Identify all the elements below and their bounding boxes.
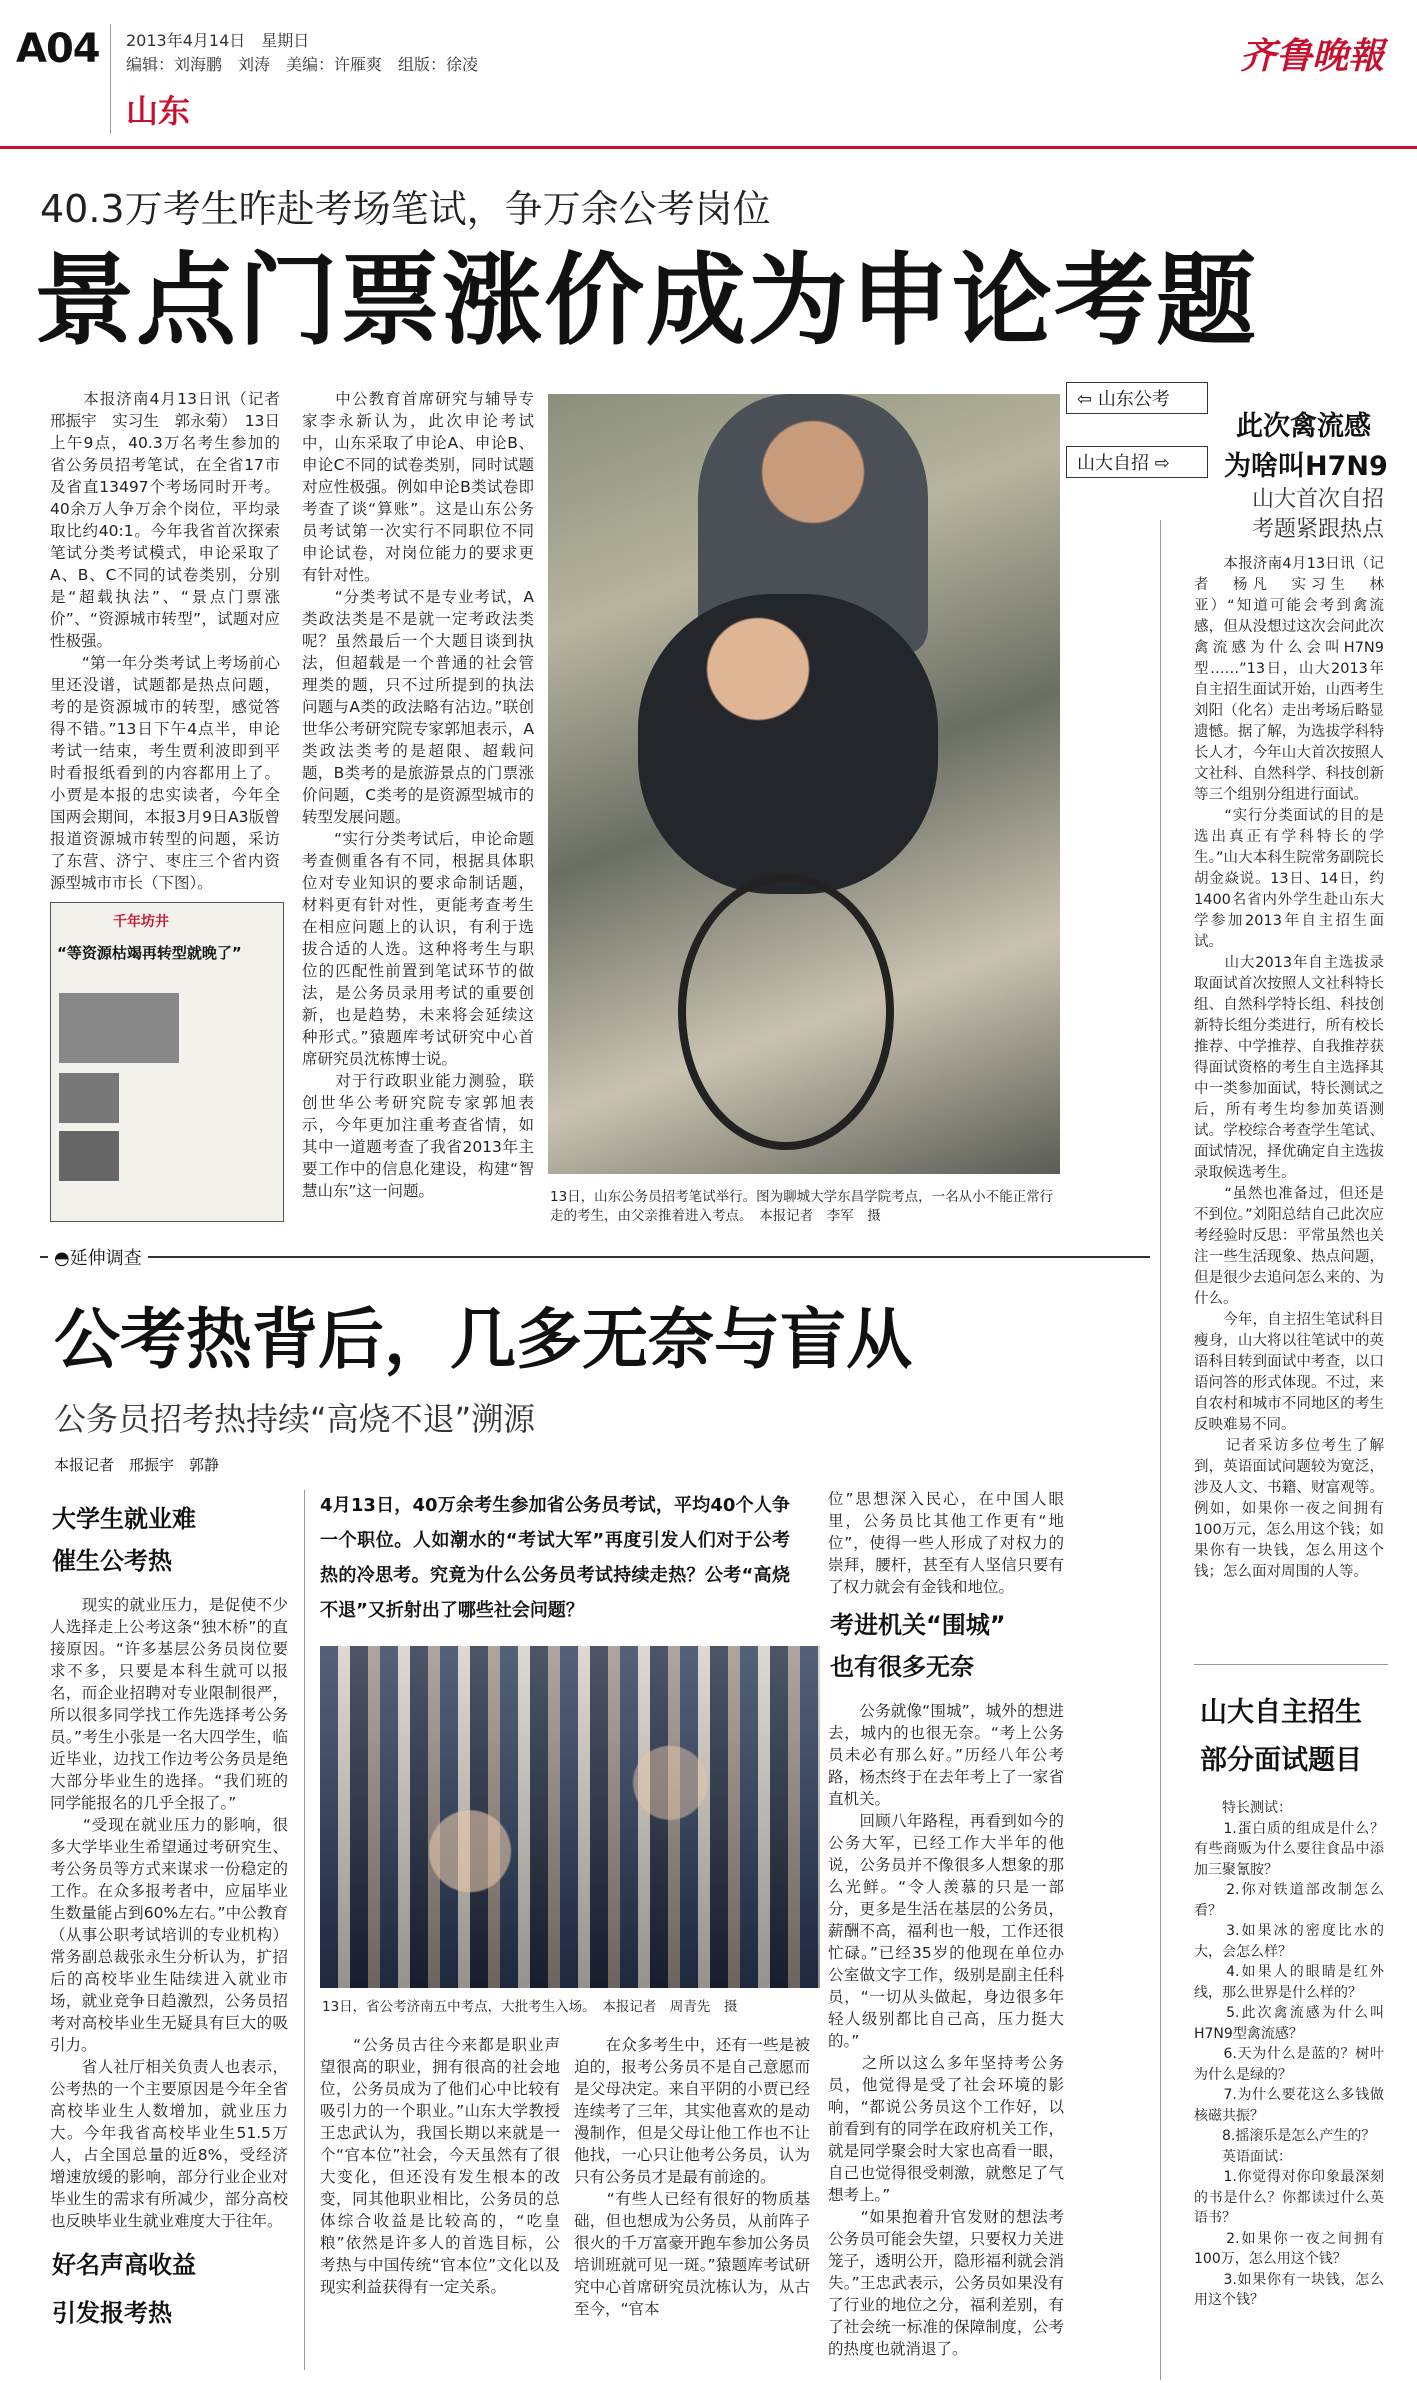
feature-column-4: 公务就像“围城”，城外的想进去，城内的也很无奈。“考上公务员未必有那么好。”历经八年公考路，杨杰终于在去年考上了一家省直机关。 回顾八年路程，再看到如今的公务大军，已经工作大半年的他说，公务员并不像很多人想象的那么光鲜。“令人羡慕的只是一部分，更多是生活在基层的公务员，薪酬不高，福利也一般，工作还很忙碌。”已经35岁的他现在单位办公室做文字工作，级别是副主任科员，“一切从头做起，身边很多年轻人级别都比自己高，压力挺大的。” 之所以这么多年坚持考公务员，他觉得是受了社会环境的影响，“都说公务员这个工作好，以前看到有的同学在政府机关工作，就是同学聚会时大家也高看一眼，自己也觉得很受刺激，就憋足了气想考上。” “如果抱着升官发财的想法考公务员可能会失望，只要权力关进笼子，透明公开，隐形福利就会消失。”王忠武表示，公务员如果没有了行业的地位之分，福利差别，有了社会统一标准的保障制度，公考的热度也就消退了。	[828, 1702, 1064, 2358]
feature-subhead-2a: 好名声高收益	[52, 2251, 196, 2279]
feature-photo	[320, 1646, 820, 1988]
feature-intro: 4月13日，40万余考生参加省公务员考试，平均40个人争一个职位。人如潮水的“考试大军”再度引发人们对于公考热的冷思考。究竟为什么公务员考试持续走热？公考“高烧不退”又折射出了哪些社会问题？	[320, 1495, 790, 1621]
feature-column-3: 在众多考生中，还有一些是被迫的，报考公务员不是自己意愿而是父母决定。来自平阴的小贾已经连续考了三年，其实他喜欢的是动漫制作，但是父母让他工作也不让他找，一心只让他考公务员，认为只有公务员才是最有前途的。 “有些人已经有很好的物质基础，但也想成为公务员，从前阵子很火的千万富豪开跑车参加公务员培训班就可见一斑。”猿题库考试研究中心首席研究员沈栋认为，从古至今，“官本	[574, 2036, 810, 2318]
side-subtitle-1: 山大首次自招	[1252, 487, 1385, 512]
feature-column-4-top: 位”思想深入民心，在中国人眼里，公务员比其他工作更有“地位”，使得一些人形成了对权力的崇拜，腰杆，甚至有人坚信只要有了权力就会有金钱和地位。	[828, 1490, 1064, 1596]
lead-column-2: 中公教育首席研究与辅导专家李永新认为，此次申论考试中，山东采取了申论A、申论B、申论C不同的试卷类别，同时试题对应性极强。例如申论B类试卷即考查了谈“算账”。这是山东公务员考试第一次实行不同职位不同申论试卷，对岗位能力的要求更有针对性。 “分类考试不是专业考试，A类政法类是不是就一定考政法类呢？虽然最后一个大题目谈到执法，但超载是一个普通的社会管理类的题，只不过所提到的执法问题与A类的政法略有沾边。”联创世华公考研究院专家郭旭表示，A类政法类考的是超限、超载问题，B类考的是旅游景点的门票涨价问题，C类考的是资源型城市的转型发展问题。 “实行分类考试后，申论命题考查侧重各有不同，根据具体职位对专业知识的要求命制话题，材料更有针对性，更能考查考生在相应问题上的认识，有利于选拔合适的人选。这种将考生与职位的匹配性前置到笔试环节的做法，是公务员录用考试的重要创新，也是趋势，未来将会延续这种形式。”猿题库考试研究中心首席研究员沈栋博士说。 对于行政职业能力测验，联创世华公考研究院专家郭旭表示，今年更加注重考查省情，如其中一道题考查了我省2013年主要工作中的信息化建设，构建“智慧山东”这一问题。	[302, 390, 534, 1200]
tag-shandong-gongkao[interactable]: ⇦ 山东公考	[1066, 382, 1208, 414]
clip-header: 千年坊井	[113, 914, 169, 930]
masthead-divider	[110, 24, 111, 134]
photo-figure-student	[638, 594, 938, 894]
circle-bullet-icon: ◓	[54, 1248, 70, 1269]
photo-wheelchair	[678, 874, 894, 1150]
feature-headline: 公考热背后，几多无奈与盲从	[54, 1301, 912, 1378]
feature-column-2: “公务员古往今来都是职业声望很高的职业，拥有很高的社会地位，公务员成为了他们心中比较有吸引力的一个职业。”山东大学教授王忠武认为，我国长期以来就是一个“官本位”社会，今天虽然有了很大变化，但还没有发生根本的改变，同其他职业相比，公务员的总体综合收益是比较高的，“吃皇粮”依然是许多人的首选目标，公考热与中国传统“官本位”文化以及现实利益获得有一定关系。	[320, 2036, 560, 2296]
masthead-date: 2013年4月14日 星期日	[126, 31, 310, 50]
lead-photo-caption: 13日，山东公务员招考笔试举行。图为聊城大学东昌学院考点，一名从小不能正常行走的考生，由父亲推着进入考点。 本报记者 李军 摄	[550, 1189, 1054, 1224]
lead-photo	[548, 394, 1060, 1174]
side-box-title-2: 部分面试题目	[1200, 1745, 1362, 1776]
feature-subhead-1b: 催生公考热	[52, 1547, 172, 1575]
arrow-left-icon: ⇦	[1077, 389, 1098, 410]
clip-photo	[59, 993, 179, 1063]
section-name: 山东	[126, 92, 191, 130]
side-box-title-1: 山大自主招生	[1200, 1697, 1362, 1728]
clip-photo	[59, 1131, 119, 1181]
feature-photo-caption: 13日，省公考济南五中考点，大批考生入场。 本报记者 周青先 摄	[322, 1999, 738, 2015]
lead-kicker: 40.3万考生昨赴考场笔试，争万余公考岗位	[40, 187, 771, 231]
page-number: A04	[16, 26, 100, 72]
paper-logo: 齐鲁晚報	[1240, 35, 1385, 77]
side-body: 本报济南4月13日讯（记者 杨凡 实习生 林亚）“知道可能会考到禽流感，但从没想过这次会问此次禽流感为什么会叫H7N9型……”13日，山大2013年自主招生面试开始，山西考生刘阳（化名）走出考场后略显遗憾。据了解，为选拔学科特长人才，今年山大首次按照人文社科、自然科学、科技创新等三个组别分组进行面试。 “实行分类面试的目的是选出真正有学科特长的学生。”山大本科生院常务副院长胡金焱说。13日、14日，约1400名省内外学生赴山东大学参加2013年自主招生面试。 山大2013年自主选拔录取面试首次按照人文社科特长组、自然科学特长组、科技创新特长组分类进行，所有校长推荐、中学推荐、自我推荐获得面试资格的考生自主选择其中一类参加面试，特长测试之后，所有考生均参加英语测试。学校综合考查学生笔试、面试情况，择优确定自主选拔录取候选考生。 “虽然也准备过，但还是不到位。”刘阳总结自己此次应考经验时反思：平常虽然也关注一些生活现象、热点问题，但是很少去追问怎么来的、为什么。 今年，自主招生笔试科目瘦身，山大将以往笔试中的英语科目转到面试中考查，以口语问答的形式体现。不过，来自农村和城市不同地区的考生反映难易不同。 记者采访多位考生了解到，英语面试问题较为宽泛，涉及人文、书籍、财富观等。例如，如果你一夜之间拥有100万元，怎么用这个钱；如果你有一块钱，怎么用这个钱；怎么面对周围的人等。	[1194, 556, 1384, 1580]
feature-divider	[304, 1490, 305, 2370]
clip-title: “等资源枯竭再转型就晚了”	[57, 944, 242, 962]
feature-byline: 本报记者 邢振宇 郭静	[54, 1456, 220, 1474]
feature-rule	[40, 1256, 1150, 1258]
side-divider	[1160, 520, 1161, 2380]
lead-column-1: 本报济南4月13日讯（记者 邢振宇 实习生 郭永菊） 13日上午9点，40.3万名考生参加的省公务员招考笔试，在全省17市及省直13497个考场同时开考。40余万人争万余个岗位，平均录取比约40:1。今年我省首次探索笔试分类考试模式，申论采取了A、B、C不同的试卷类别，分别是“超载执法”、“景点门票涨价”、“资源城市转型”，试题对应性极强。 “第一年分类考试上考场前心里还没谱，试题都是热点问题，考的是资源城市的转型，感觉答得不错。”13日下午4点半，申论考试一结束，考生贾利波即到平时看报纸看到的内容都用上了。小贾是本报的忠实读者，今年全国两会期间，本报3月9日A3版曾报道资源城市转型的问题，采访了东营、济宁、枣庄三个省内资源型城市市长（下图）。	[50, 390, 280, 892]
tag-shanda-zizhao[interactable]: 山大自招 ⇨	[1066, 446, 1208, 478]
side-box-rule	[1194, 1664, 1388, 1665]
feature-subhead-1a: 大学生就业难	[52, 1505, 196, 1533]
clip-photo	[59, 1073, 119, 1123]
clip-thumbnail	[50, 902, 284, 1222]
masthead-editors: 编辑：刘海鹏 刘涛 美编：许雁爽 组版：徐凌	[126, 55, 479, 74]
feature-subhead-3b: 也有很多无奈	[830, 1653, 974, 1681]
feature-section-label: ◓延伸调查	[48, 1244, 148, 1270]
lead-headline: 景点门票涨价成为申论考题	[34, 242, 1258, 359]
side-title-1: 此次禽流感	[1236, 411, 1371, 442]
arrow-right-icon: ⇨	[1149, 453, 1170, 474]
side-subtitle-2: 考题紧跟热点	[1252, 517, 1385, 542]
side-box-body: 特长测试： 1.蛋白质的组成是什么？有些商贩为什么要往食品中添加三聚氰胺？ 2.你对铁道部改制怎么看？ 3.如果冰的密度比水的大，会怎么样？ 4.如果人的眼睛是红外线，那么世界是什么样的？ 5.此次禽流感为什么叫H7N9型禽流感？ 6.天为什么是蓝的？树叶为什么是绿的？ 7.为什么要花这么多钱做核磁共振？ 8.摇滚乐是怎么产生的？ 英语面试： 1.你觉得对你印象最深刻的书是什么？你都读过什么英语书？ 2.如果你一夜之间拥有100万，怎么用这个钱？ 3.如果你有一块钱，怎么用这个钱？	[1194, 1800, 1384, 2308]
feature-subhead-3a: 考进机关“围城”	[830, 1611, 1006, 1639]
feature-subhead-2b: 引发报考热	[52, 2299, 172, 2327]
side-title-2: 为啥叫H7N9	[1224, 451, 1388, 482]
feature-column-1: 现实的就业压力，是促使不少人选择走上公考这条“独木桥”的直接原因。“许多基层公务员岗位要求不多，只要是本科生就可以报名，而企业招聘对专业限制很严，所以很多同学找工作先选择考公务员。”考生小张是一名大四学生，临近毕业，边找工作边考公务员是绝大部分毕业生的选择。“我们班的同学能报名的几乎全报了。” “受现在就业压力的影响，很多大学毕业生希望通过考研究生、考公务员等方式来谋求一份稳定的工作。在众多报考者中，应届毕业生数量能占到60%左右。”中公教育（从事公职考试培训的专业机构）常务副总裁张永生分析认为，扩招后的高校毕业生陆续进入就业市场，就业竞争日趋激烈，公务员招考对高校毕业生无疑具有巨大的吸引力。 省人社厅相关负责人也表示，公考热的一个主要原因是今年全省高校毕业生人数增加，就业压力大。今年我省高校毕业生51.5万人，占全国总量的近8%，受经济增速放缓的影响，部分行业企业对毕业生的需求有所减少，部分高校也反映毕业生就业难度大于往年。	[50, 1596, 288, 2230]
feature-subheadline: 公务员招考热持续“高烧不退”溯源	[54, 1400, 536, 1438]
photo-crowd-overlay	[320, 1646, 820, 1988]
